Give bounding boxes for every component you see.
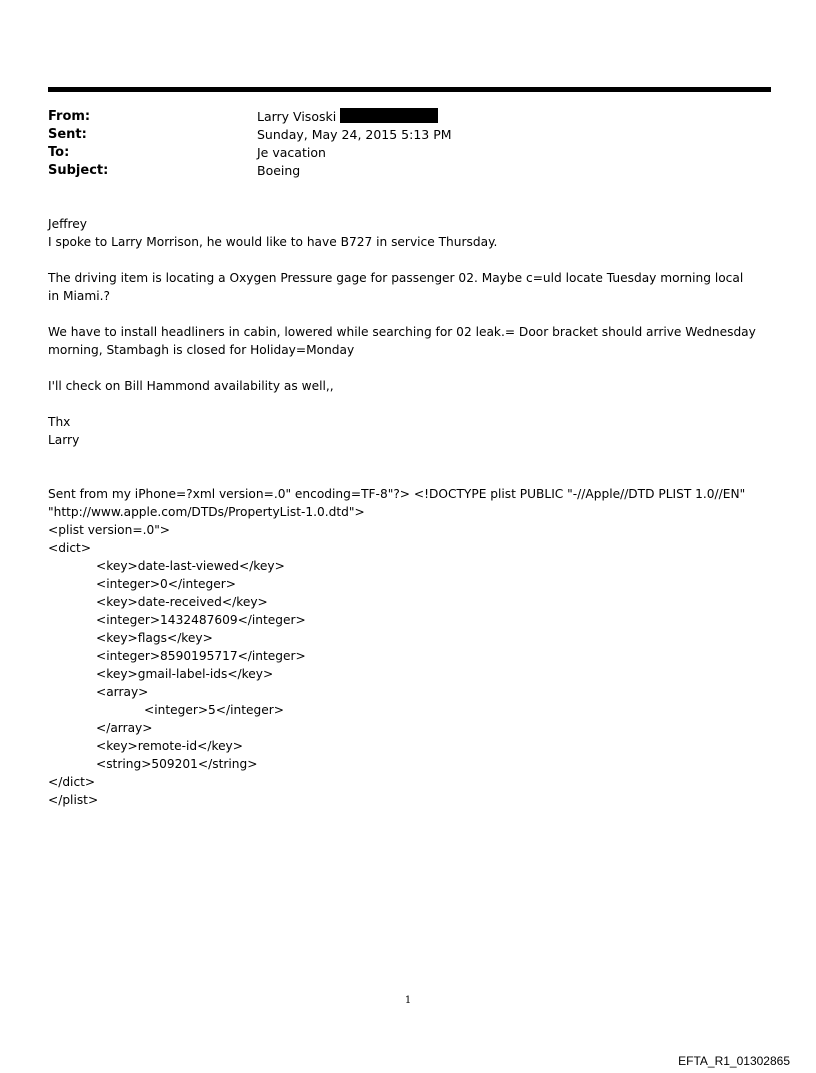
plist-line: <string>509201</string> (96, 757, 258, 771)
sent-label: Sent: (48, 127, 87, 142)
plist-line: </array> (96, 721, 153, 735)
to-value: Je vacation (257, 145, 326, 160)
plist-line: <integer>1432487609</integer> (96, 613, 306, 627)
header-divider (48, 87, 771, 92)
body-paragraph-2: The driving item is locating a Oxygen Pressure gage for passenger 02. Maybe c=uld locate Tuesday morning local in Miami.? (48, 271, 744, 303)
plist-line: </plist> (48, 793, 99, 807)
signature: Larry (48, 433, 80, 447)
from-value (257, 108, 438, 126)
greeting: Jeffrey (48, 217, 87, 231)
to-label: To: (48, 145, 70, 160)
plist-line: <key>flags</key> (96, 631, 213, 645)
plist-line: <integer>0</integer> (96, 577, 236, 591)
plist-line: <key>date-last-viewed</key> (96, 559, 285, 573)
page-number: 1 (404, 995, 412, 1006)
email-body (48, 215, 758, 809)
plist-line: <integer>5</integer> (144, 703, 284, 717)
bates-number: EFTA_R1_01302865 (678, 1054, 790, 1068)
redaction-block (340, 108, 438, 123)
plist-line: <key>gmail-label-ids</key> (96, 667, 274, 681)
body-paragraph-3: We have to install headliners in cabin, lowered while searching for 02 leak.= Door bracket should arrive Wednesday morning, Stambagh is closed for Holiday=Monday (48, 325, 756, 357)
plist-line: <plist version=.0"> (48, 523, 171, 537)
sent-value: Sunday, May 24, 2015 5:13 PM (257, 127, 452, 142)
from-label: From: (48, 109, 91, 124)
body-paragraph-4: I'll check on Bill Hammond availability as well,, (48, 379, 334, 393)
plist-line: <key>remote-id</key> (96, 739, 243, 753)
closing-thanks: Thx (48, 415, 71, 429)
plist-line: </dict> (48, 775, 96, 789)
plist-line: <integer>8590195717</integer> (96, 649, 306, 663)
plist-intro: Sent from my iPhone=?xml version=.0" encoding=TF-8"?> <!DOCTYPE plist PUBLIC "-//Apple//DTD PLIST 1.0//EN" "http://www.apple.com/DTDs/PropertyList-1.0.dtd"> (48, 487, 746, 519)
sender-name: Larry Visoski (257, 109, 337, 124)
plist-line: <key>date-received</key> (96, 595, 268, 609)
plist-line: <dict> (48, 541, 92, 555)
plist-line: <array> (96, 685, 149, 699)
subject-label: Subject: (48, 163, 109, 178)
subject-value: Boeing (257, 163, 301, 178)
body-line-1: I spoke to Larry Morrison, he would like to have B727 in service Thursday. (48, 235, 498, 249)
